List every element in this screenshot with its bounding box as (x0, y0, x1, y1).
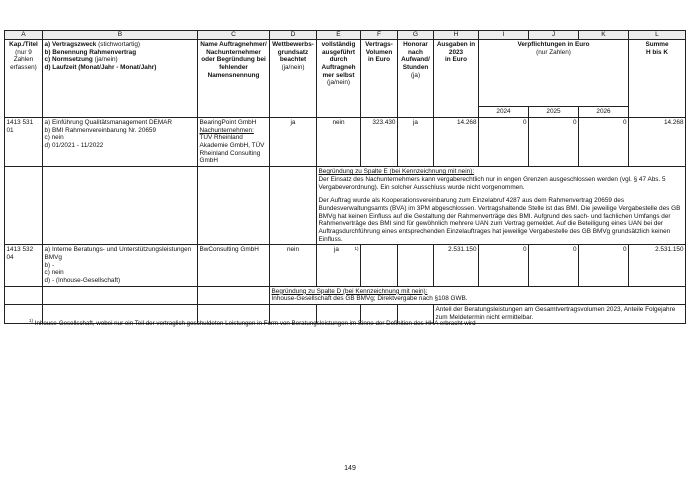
col-letter-g: G (398, 31, 434, 40)
header-kap-titel-label: Kap./Titel (9, 41, 38, 48)
row2-ausgaben-2023: 2.531.150 (434, 245, 479, 286)
header-wettbewerb (270, 40, 317, 118)
row1-summe: 14.268 (629, 118, 686, 167)
row2-2025: 0 (529, 245, 579, 286)
header-vertragsvolumen: Vertrags- Volumen in Euro (361, 40, 398, 118)
footnote-mark: 1) (29, 318, 34, 323)
row1-auftragnehmer-name: BearingPoint GmbH (199, 119, 257, 126)
header-ausgefuehrt-label: vollständig ausgeführt durch Auftragneh mer selbst (321, 41, 356, 79)
header-auftragnehmer: Name Auftragnehmer/ Nachunternehmer oder Begründung bei fehlender Namensnennung (198, 40, 270, 118)
row2-vertragszweck: a) Interne Beratungs- und Unterstützungsleistungen BMVg b) - c) nein d) - (Inhouse-Gesellschaft) (43, 245, 198, 286)
header-b-line3: c) Normsetzung (44, 56, 93, 64)
header-year-2026: 2026 (579, 107, 629, 118)
row1-note-empty-d (270, 167, 317, 245)
row1-note-empty-a (5, 167, 43, 245)
header-ausgefuehrt (317, 40, 361, 118)
header-kap-titel-hint: (nur 9 Zahlen erfassen) (10, 48, 37, 72)
header-row (5, 40, 686, 107)
col-letter-k: K (579, 31, 629, 40)
row2-2026: 0 (579, 245, 629, 286)
row2-note-empty-a (5, 286, 43, 304)
note-spalte-e-title: Begründung zu Spalte E (bei Kennzeichnung mit nein): (318, 168, 475, 176)
row1-honorar: ja (398, 118, 434, 167)
note-spalte-e-paragraph2: Der Auftrag wurde als Kooperationsvereinbarung zum Einzelabruf 4287 aus dem Rahmenvertrag 20659 des Bundesverwaltungsamts (BVA) im 3PM abgeschlossen. Vertragshaltende Stelle ist das BMI. Die jeweilige Vergabestelle des GB BMVg hat keinen Einfluss auf die Gestaltung der Rahmenverträge des BMI. Aufgrund des sach- und fachlichen Umfangs der Rahmenverträge des BMI sind für gewöhnlich mehrere UAN zum Vertrag gemeldet. Auf die Beteiligung eines UAN bei der Auftragsdurchführung eines entsprechenden Einzelauftrages hat jeweilige Vergabestelle des GB BMVg grundsätzlich keinen Einfluss. (318, 197, 681, 243)
row1-nachunternehmen: TÜV Rheinland Akademie GmbH, TÜV Rheinland Consulting GmbH (199, 134, 265, 165)
row1-vertragsvolumen: 323.430 (361, 118, 398, 167)
header-honorar (398, 40, 434, 118)
row1-2024: 0 (479, 118, 529, 167)
header-wettbewerb-hint: (ja/nein) (281, 64, 305, 72)
col-letter-c: C (198, 31, 270, 40)
header-vertragszweck (43, 40, 198, 118)
note-spalte-e (317, 167, 686, 245)
col-letter-j: J (529, 31, 579, 40)
header-honorar-label: Honorar nach Aufwand/ Stunden (401, 41, 430, 72)
row1-ausgefuehrt: nein (317, 118, 361, 167)
row2-ausgefuehrt-footnote-mark: 1) (354, 246, 359, 252)
page-number: 149 (344, 465, 356, 472)
col-letter-b: B (43, 31, 198, 40)
row1-kap-titel: 1413 531 01 (5, 118, 43, 167)
header-wettbewerb-label: Wettbewerbs- grundsatz beachtet (272, 41, 314, 64)
row2-kap-titel: 1413 532 04 (5, 245, 43, 286)
table-row (5, 245, 686, 286)
row2-auftragnehmer: BwConsulting GmbH (198, 245, 270, 286)
row1-2026: 0 (579, 118, 629, 167)
note-beratungsanteil: Anteil der Beratungsleistungen am Gesamtvertragsvolumen 2023, Anteile Folgejahre zum Meldetermin nicht ermittelbar. (434, 305, 686, 323)
col-letter-e: E (317, 31, 361, 40)
note-spalte-d-title: Begründung zu Spalte D (bei Kennzeichnung mit nein): (271, 287, 428, 295)
col-letter-a: A (5, 31, 43, 40)
header-b-line1-hint: (stichwortartig) (98, 41, 141, 48)
row1-nachunternehmen-label: Nachunternehmen: (199, 126, 254, 134)
row2-2024: 0 (479, 245, 529, 286)
budget-table (4, 30, 686, 324)
row2-honorar (398, 245, 434, 286)
row2-vertragsvolumen (361, 245, 398, 286)
header-b-line4: d) Laufzeit (Monat/Jahr - Monat/Jahr) (44, 64, 157, 72)
row1-2025: 0 (529, 118, 579, 167)
row2-note-empty-b (43, 286, 198, 304)
row2-note-empty-c (198, 286, 270, 304)
note-spalte-d-text: Inhouse-Gesellschaft des GB BMVg; Direktvergabe nach §108 GWB. (271, 295, 468, 303)
col-letter-h: H (434, 31, 479, 40)
header-verpflichtungen (479, 40, 629, 107)
col-letter-d: D (270, 31, 317, 40)
header-honorar-hint: (ja) (410, 71, 421, 79)
row1-note-empty-c (198, 167, 270, 245)
col-letter-i: I (479, 31, 529, 40)
header-year-2025: 2025 (529, 107, 579, 118)
note-spalte-d (270, 286, 686, 304)
footnote-text: Inhouse-Gesellschaft, wobei nur ein Teil der vertraglich geschuldeten Leistungen in Form von Beratungsleistungen im Sinne der Definition des HHA erbracht wird (33, 320, 476, 328)
table-row (5, 118, 686, 167)
header-b-line2: b) Benennung Rahmenvertrag (44, 48, 137, 56)
row2-ausgefuehrt-value: ja (334, 246, 339, 254)
row1-vertragszweck: a) Einführung Qualitätsmanagement DEMAR b) BMI Rahmenvereinbarung Nr. 20659 c) nein d) 01/2021 - 11/2022 (43, 118, 198, 167)
header-year-2024: 2024 (479, 107, 529, 118)
header-b-line3-hint: (ja/nein) (94, 56, 118, 64)
row1-note-empty-b (43, 167, 198, 245)
table-row (5, 286, 686, 304)
header-ausgaben-2023: Ausgaben in 2023 in Euro (434, 40, 479, 118)
table-row (5, 167, 686, 245)
header-kap-titel (5, 40, 43, 118)
header-verpflichtungen-label: Verpflichtungen in Euro (517, 41, 590, 48)
column-letter-row (5, 31, 686, 40)
col-letter-l: L (629, 31, 686, 40)
col-letter-f: F (361, 31, 398, 40)
row2-summe: 2.531.150 (629, 245, 686, 286)
header-b-line1: a) Vertragszweck (44, 41, 97, 48)
note-spalte-e-paragraph1: Der Einsatz des Nachunternehmers kann vergaberechtlich nur in engen Grenzen ausgeschlossen werden (vgl. § 47 Abs. 5 Vergabeverordnung). Ein solcher Ausschluss wurde nicht vorgenommen. (318, 175, 666, 191)
row1-wettbewerb: ja (270, 118, 317, 167)
header-verpflichtungen-hint: (nur Zahlen) (536, 48, 571, 56)
header-ausgefuehrt-hint: (ja/nein) (326, 79, 351, 87)
footnote (29, 318, 476, 327)
row2-ausgefuehrt (317, 245, 361, 286)
row2-wettbewerb: nein (270, 245, 317, 286)
row1-auftragnehmer (198, 118, 270, 167)
row1-ausgaben-2023: 14.268 (434, 118, 479, 167)
header-summe: Summe H bis K (629, 40, 686, 118)
